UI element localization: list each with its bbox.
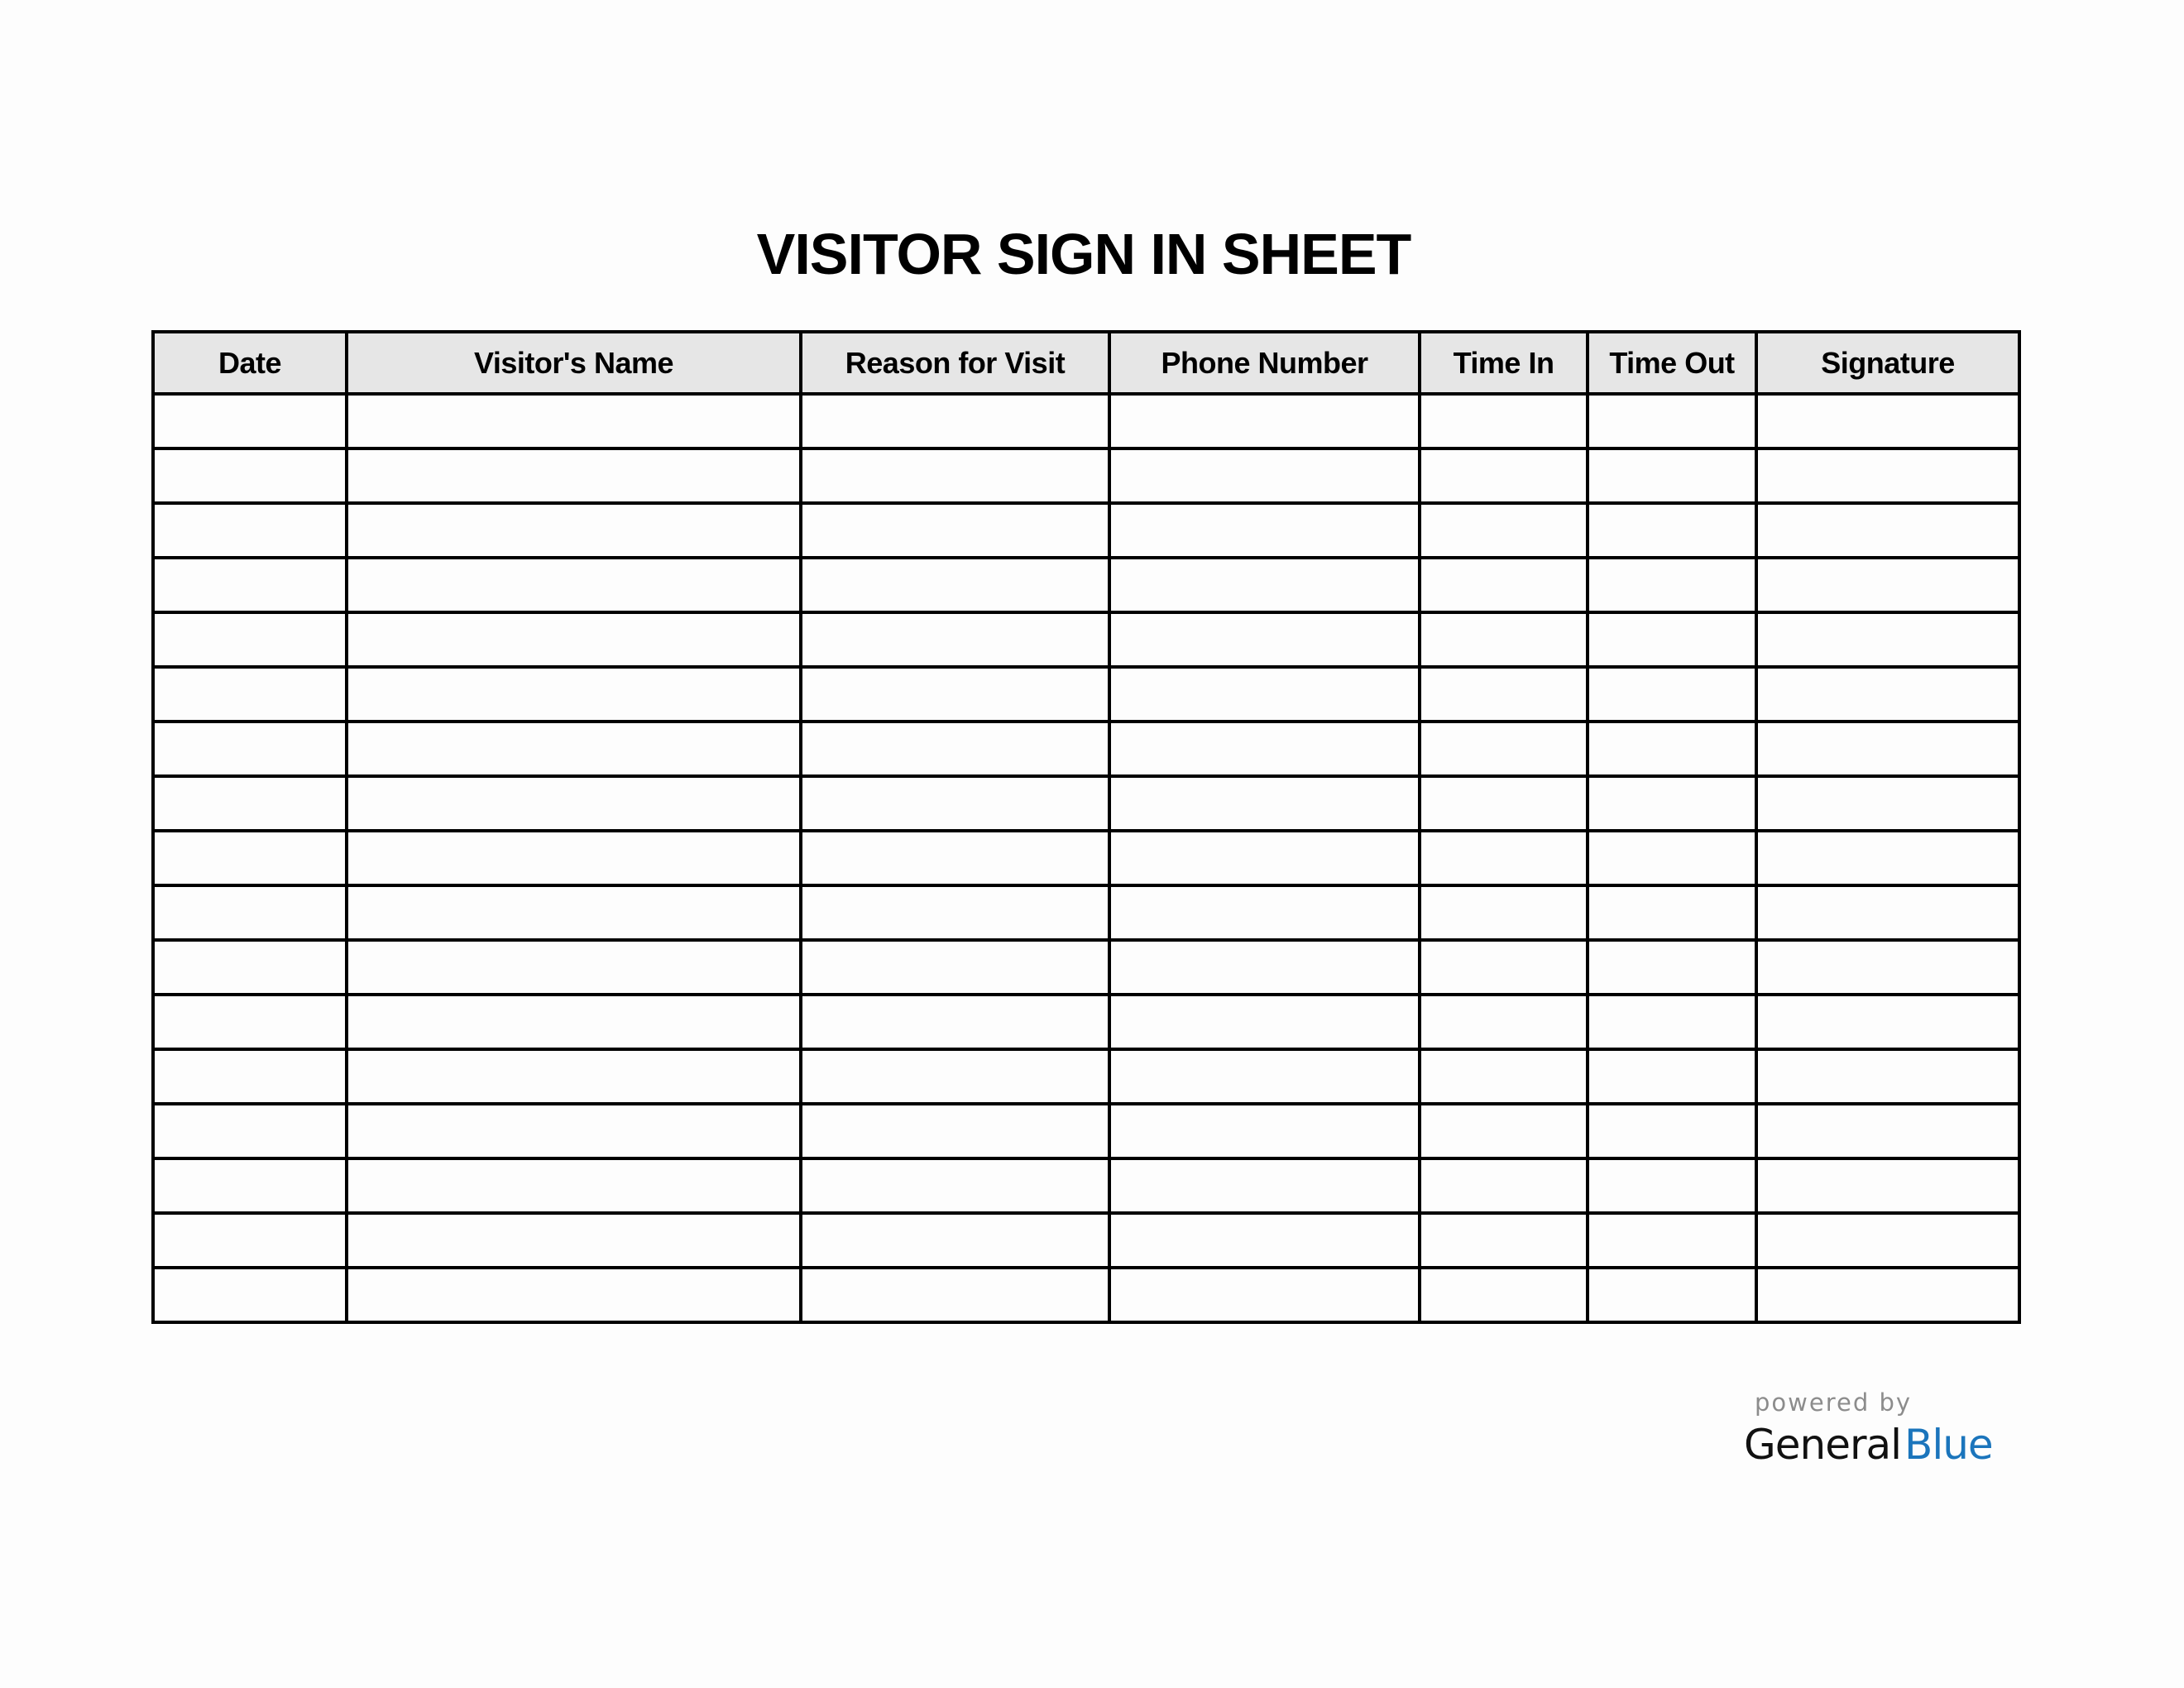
cell-date[interactable]: [153, 831, 347, 885]
table-row: [153, 1049, 2019, 1104]
cell-signature[interactable]: [1756, 558, 2019, 612]
cell-reason[interactable]: [801, 394, 1109, 448]
cell-reason[interactable]: [801, 558, 1109, 612]
cell-visitor-name[interactable]: [347, 995, 801, 1049]
cell-reason[interactable]: [801, 503, 1109, 558]
cell-visitor-name[interactable]: [347, 612, 801, 667]
cell-time-in[interactable]: [1420, 776, 1588, 831]
column-header-phone-number: Phone Number: [1109, 332, 1420, 394]
cell-date[interactable]: [153, 776, 347, 831]
cell-signature[interactable]: [1756, 776, 2019, 831]
brand-wordmark: [1744, 1420, 1993, 1470]
cell-date[interactable]: [153, 940, 347, 995]
table-row: [153, 776, 2019, 831]
cell-reason[interactable]: [801, 776, 1109, 831]
cell-time-out[interactable]: [1588, 776, 1756, 831]
cell-phone[interactable]: [1109, 1158, 1420, 1213]
cell-time-in[interactable]: [1420, 448, 1588, 503]
table-row: [153, 1158, 2019, 1213]
table-row: [153, 940, 2019, 995]
cell-time-out[interactable]: [1588, 394, 1756, 448]
cell-signature[interactable]: [1756, 394, 2019, 448]
cell-time-in[interactable]: [1420, 1213, 1588, 1268]
cell-signature[interactable]: [1756, 1268, 2019, 1322]
cell-phone[interactable]: [1109, 503, 1420, 558]
cell-phone[interactable]: [1109, 1268, 1420, 1322]
table-row: [153, 995, 2019, 1049]
cell-date[interactable]: [153, 1158, 347, 1213]
cell-visitor-name[interactable]: [347, 448, 801, 503]
brand-general-text: General: [1744, 1421, 1902, 1469]
cell-signature[interactable]: [1756, 722, 2019, 776]
brand-blue-text: Blue: [1904, 1421, 1993, 1469]
cell-time-in[interactable]: [1420, 1049, 1588, 1104]
cell-signature[interactable]: [1756, 885, 2019, 940]
cell-signature[interactable]: [1756, 995, 2019, 1049]
cell-reason[interactable]: [801, 995, 1109, 1049]
table-row: [153, 394, 2019, 448]
cell-reason[interactable]: [801, 1158, 1109, 1213]
cell-time-out[interactable]: [1588, 885, 1756, 940]
cell-reason[interactable]: [801, 831, 1109, 885]
cell-visitor-name[interactable]: [347, 558, 801, 612]
cell-time-out[interactable]: [1588, 831, 1756, 885]
cell-phone[interactable]: [1109, 995, 1420, 1049]
cell-date[interactable]: [153, 722, 347, 776]
cell-phone[interactable]: [1109, 885, 1420, 940]
cell-time-out[interactable]: [1588, 1104, 1756, 1158]
column-header-reason-for-visit: Reason for Visit: [801, 332, 1109, 394]
cell-visitor-name[interactable]: [347, 776, 801, 831]
cell-time-out[interactable]: [1588, 940, 1756, 995]
cell-visitor-name[interactable]: [347, 503, 801, 558]
table-row: [153, 831, 2019, 885]
cell-time-out[interactable]: [1588, 503, 1756, 558]
cell-date[interactable]: [153, 612, 347, 667]
column-header-visitor-name: Visitor's Name: [347, 332, 801, 394]
cell-time-in[interactable]: [1420, 940, 1588, 995]
cell-phone[interactable]: [1109, 1049, 1420, 1104]
table-header-row: [153, 332, 2019, 394]
cell-signature[interactable]: [1756, 612, 2019, 667]
cell-visitor-name[interactable]: [347, 722, 801, 776]
cell-reason[interactable]: [801, 940, 1109, 995]
cell-date[interactable]: [153, 394, 347, 448]
cell-signature[interactable]: [1756, 940, 2019, 995]
cell-visitor-name[interactable]: [347, 885, 801, 940]
cell-reason[interactable]: [801, 448, 1109, 503]
cell-time-out[interactable]: [1588, 558, 1756, 612]
cell-time-in[interactable]: [1420, 1268, 1588, 1322]
cell-time-in[interactable]: [1420, 394, 1588, 448]
column-header-time-out: Time Out: [1588, 332, 1756, 394]
table-row: [153, 448, 2019, 503]
table-row: [153, 667, 2019, 722]
cell-signature[interactable]: [1756, 1158, 2019, 1213]
cell-visitor-name[interactable]: [347, 831, 801, 885]
cell-time-in[interactable]: [1420, 503, 1588, 558]
cell-phone[interactable]: [1109, 722, 1420, 776]
cell-signature[interactable]: [1756, 503, 2019, 558]
page-title: VISITOR SIGN IN SHEET: [756, 222, 1411, 286]
table-row: [153, 1104, 2019, 1158]
cell-date[interactable]: [153, 885, 347, 940]
cell-date[interactable]: [153, 448, 347, 503]
cell-visitor-name[interactable]: [347, 940, 801, 995]
cell-reason[interactable]: [801, 1049, 1109, 1104]
cell-date[interactable]: [153, 1213, 347, 1268]
cell-phone[interactable]: [1109, 776, 1420, 831]
cell-visitor-name[interactable]: [347, 1104, 801, 1158]
cell-date[interactable]: [153, 503, 347, 558]
column-header-date: Date: [153, 332, 347, 394]
cell-time-in[interactable]: [1420, 1104, 1588, 1158]
cell-time-out[interactable]: [1588, 1049, 1756, 1104]
cell-visitor-name[interactable]: [347, 667, 801, 722]
cell-time-out[interactable]: [1588, 1213, 1756, 1268]
cell-date[interactable]: [153, 558, 347, 612]
cell-time-out[interactable]: [1588, 995, 1756, 1049]
cell-time-out[interactable]: [1588, 612, 1756, 667]
cell-time-in[interactable]: [1420, 612, 1588, 667]
table-body: [153, 394, 2019, 1322]
cell-phone[interactable]: [1109, 448, 1420, 503]
cell-time-in[interactable]: [1420, 1158, 1588, 1213]
cell-time-out[interactable]: [1588, 1158, 1756, 1213]
cell-phone[interactable]: [1109, 1213, 1420, 1268]
column-header-signature: Signature: [1756, 332, 2019, 394]
column-header-time-in: Time In: [1420, 332, 1588, 394]
cell-date[interactable]: [153, 1268, 347, 1322]
cell-visitor-name[interactable]: [347, 1268, 801, 1322]
cell-phone[interactable]: [1109, 667, 1420, 722]
cell-time-in[interactable]: [1420, 831, 1588, 885]
cell-date[interactable]: [153, 1049, 347, 1104]
powered-by-text: powered by: [1755, 1388, 1913, 1417]
cell-phone[interactable]: [1109, 1104, 1420, 1158]
cell-reason[interactable]: [801, 1268, 1109, 1322]
cell-signature[interactable]: [1756, 1104, 2019, 1158]
cell-signature[interactable]: [1756, 448, 2019, 503]
cell-time-out[interactable]: [1588, 722, 1756, 776]
table-row: [153, 1268, 2019, 1322]
table-row: [153, 558, 2019, 612]
cell-signature[interactable]: [1756, 667, 2019, 722]
cell-phone[interactable]: [1109, 612, 1420, 667]
cell-visitor-name[interactable]: [347, 1213, 801, 1268]
cell-time-in[interactable]: [1420, 995, 1588, 1049]
cell-phone[interactable]: [1109, 940, 1420, 995]
cell-time-out[interactable]: [1588, 667, 1756, 722]
cell-visitor-name[interactable]: [347, 394, 801, 448]
cell-signature[interactable]: [1756, 1049, 2019, 1104]
cell-reason[interactable]: [801, 667, 1109, 722]
cell-signature[interactable]: [1756, 1213, 2019, 1268]
table-row: [153, 503, 2019, 558]
cell-reason[interactable]: [801, 885, 1109, 940]
cell-visitor-name[interactable]: [347, 1049, 801, 1104]
table-row: [153, 722, 2019, 776]
table-row: [153, 1213, 2019, 1268]
cell-time-out[interactable]: [1588, 448, 1756, 503]
cell-time-in[interactable]: [1420, 558, 1588, 612]
cell-date[interactable]: [153, 667, 347, 722]
cell-reason[interactable]: [801, 1104, 1109, 1158]
cell-time-in[interactable]: [1420, 885, 1588, 940]
cell-phone[interactable]: [1109, 394, 1420, 448]
visitor-sign-in-table: [151, 330, 2021, 1324]
cell-reason[interactable]: [801, 612, 1109, 667]
cell-reason[interactable]: [801, 1213, 1109, 1268]
cell-phone[interactable]: [1109, 558, 1420, 612]
cell-time-in[interactable]: [1420, 722, 1588, 776]
table-row: [153, 612, 2019, 667]
cell-time-in[interactable]: [1420, 667, 1588, 722]
cell-time-out[interactable]: [1588, 1268, 1756, 1322]
table-row: [153, 885, 2019, 940]
cell-reason[interactable]: [801, 722, 1109, 776]
cell-date[interactable]: [153, 995, 347, 1049]
cell-visitor-name[interactable]: [347, 1158, 801, 1213]
cell-date[interactable]: [153, 1104, 347, 1158]
cell-phone[interactable]: [1109, 831, 1420, 885]
cell-signature[interactable]: [1756, 831, 2019, 885]
